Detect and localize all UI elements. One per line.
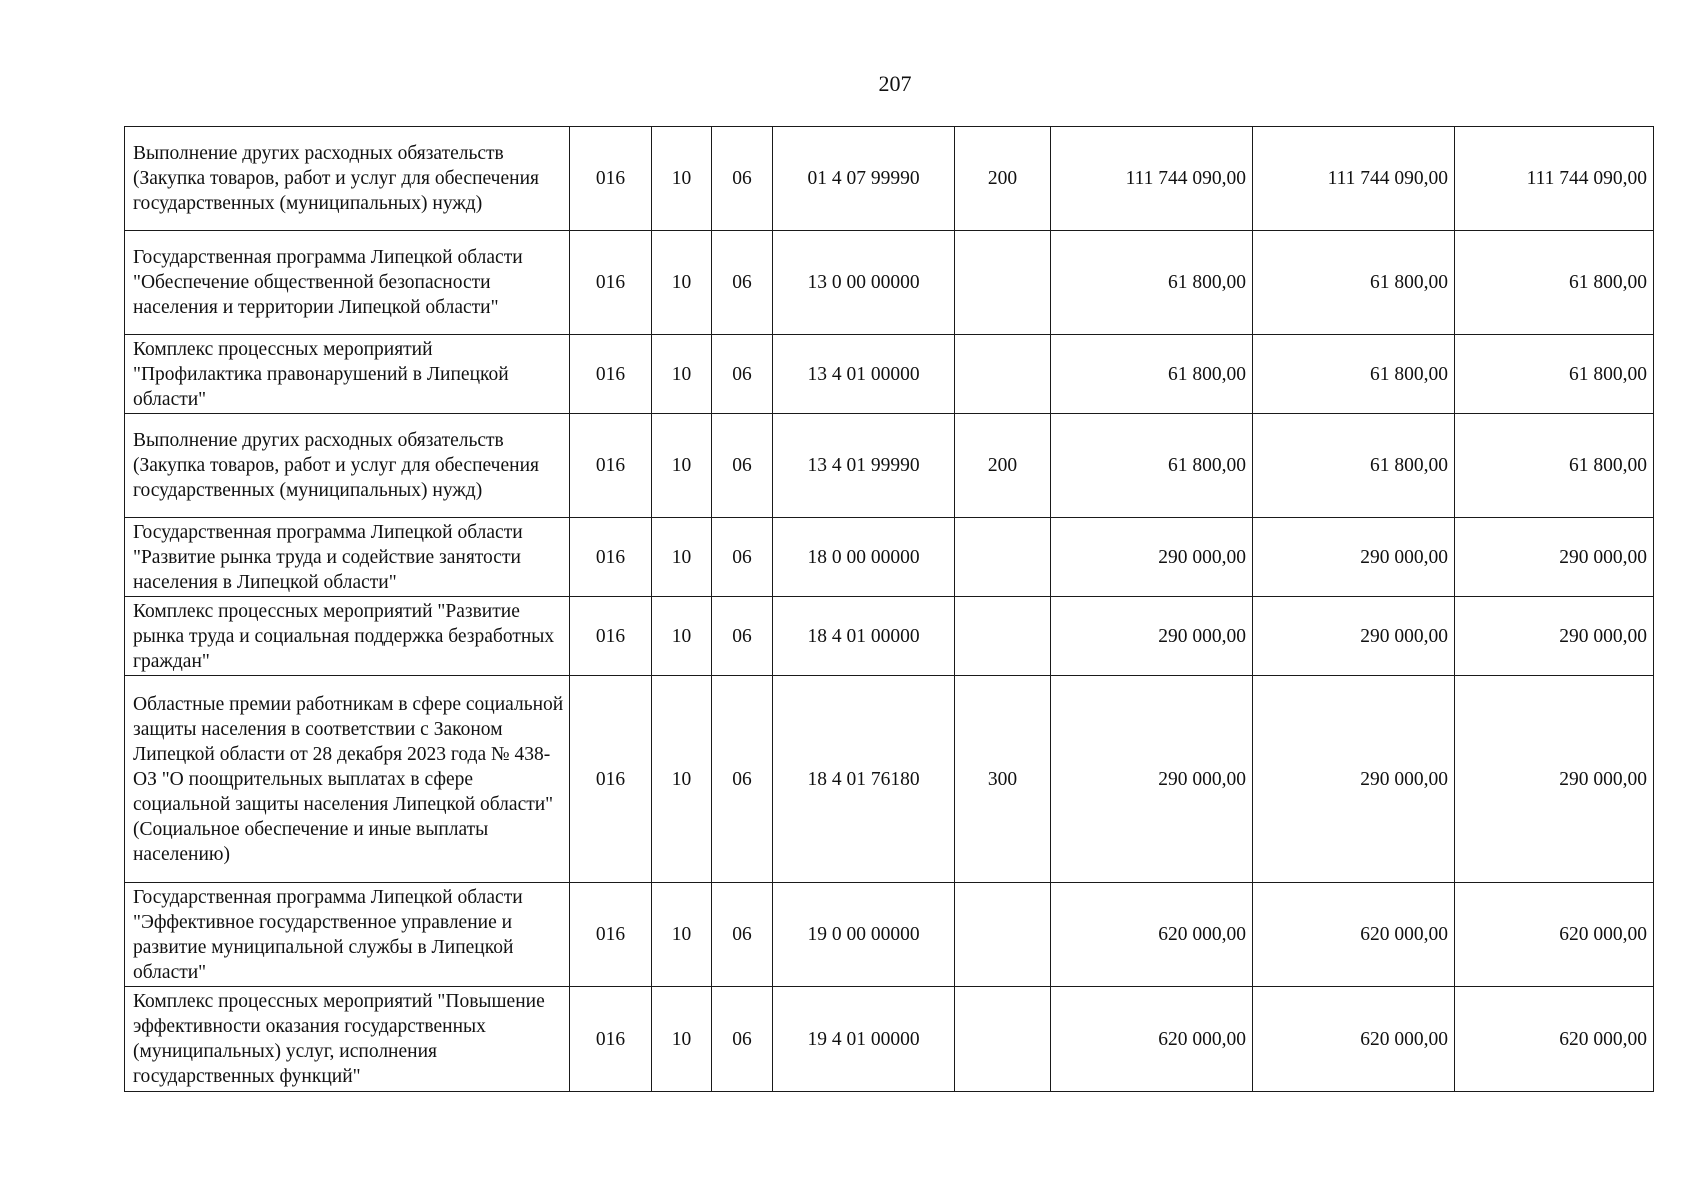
amount-cell-3: 620 000,00 [1455,987,1654,1092]
amount-cell-1: 111 744 090,00 [1051,127,1253,231]
amount-cell-1: 290 000,00 [1051,597,1253,676]
grbs-code-cell: 016 [570,231,652,335]
expense-type-cell: 200 [955,414,1051,518]
section-code-cell: 10 [652,231,712,335]
target-article-cell: 19 4 01 00000 [773,987,955,1092]
expense-type-cell [955,518,1051,597]
table-row [125,127,1654,231]
amount-cell-1: 61 800,00 [1051,414,1253,518]
expense-type-cell: 300 [955,676,1051,883]
expense-name-cell: Выполнение других расходных обязательств (Закупка товаров, работ и услуг для обеспечения государственных (муниципальных) нужд) [125,127,570,231]
section-code-cell: 10 [652,335,712,414]
table-row [125,231,1654,335]
grbs-code-cell: 016 [570,127,652,231]
amount-cell-3: 620 000,00 [1455,883,1654,987]
expense-type-cell [955,335,1051,414]
section-code-cell: 10 [652,127,712,231]
subsection-code-cell: 06 [712,518,773,597]
amount-cell-1: 290 000,00 [1051,676,1253,883]
amount-cell-1: 61 800,00 [1051,335,1253,414]
expense-name-cell: Выполнение других расходных обязательств (Закупка товаров, работ и услуг для обеспечения государственных (муниципальных) нужд) [125,414,570,518]
amount-cell-2: 61 800,00 [1253,335,1455,414]
grbs-code-cell: 016 [570,676,652,883]
amount-cell-1: 290 000,00 [1051,518,1253,597]
expense-type-cell [955,883,1051,987]
target-article-cell: 01 4 07 99990 [773,127,955,231]
expense-name-cell: Комплекс процессных мероприятий "Повышение эффективности оказания государственных (муниципальных) услуг, исполнения государственных функций" [125,987,570,1092]
section-code-cell: 10 [652,414,712,518]
amount-cell-3: 290 000,00 [1455,518,1654,597]
subsection-code-cell: 06 [712,987,773,1092]
grbs-code-cell: 016 [570,987,652,1092]
section-code-cell: 10 [652,597,712,676]
subsection-code-cell: 06 [712,127,773,231]
amount-cell-1: 61 800,00 [1051,231,1253,335]
subsection-code-cell: 06 [712,676,773,883]
target-article-cell: 18 4 01 76180 [773,676,955,883]
amount-cell-3: 290 000,00 [1455,597,1654,676]
subsection-code-cell: 06 [712,414,773,518]
target-article-cell: 13 4 01 00000 [773,335,955,414]
grbs-code-cell: 016 [570,335,652,414]
expense-name-cell: Комплекс процессных мероприятий "Развитие рынка труда и социальная поддержка безработных граждан" [125,597,570,676]
amount-cell-3: 61 800,00 [1455,414,1654,518]
target-article-cell: 18 0 00 00000 [773,518,955,597]
grbs-code-cell: 016 [570,597,652,676]
amount-cell-2: 290 000,00 [1253,676,1455,883]
section-code-cell: 10 [652,987,712,1092]
expense-name-cell: Государственная программа Липецкой области "Эффективное государственное управление и развитие муниципальной службы в Липецкой области" [125,883,570,987]
subsection-code-cell: 06 [712,231,773,335]
grbs-code-cell: 016 [570,518,652,597]
target-article-cell: 19 0 00 00000 [773,883,955,987]
table-row [125,335,1654,414]
amount-cell-1: 620 000,00 [1051,883,1253,987]
amount-cell-2: 290 000,00 [1253,518,1455,597]
amount-cell-3: 61 800,00 [1455,231,1654,335]
page-number: 207 [878,71,912,96]
table-row [125,518,1654,597]
subsection-code-cell: 06 [712,597,773,676]
amount-cell-2: 111 744 090,00 [1253,127,1455,231]
subsection-code-cell: 06 [712,335,773,414]
expense-name-cell: Государственная программа Липецкой области "Развитие рынка труда и содействие занятости населения в Липецкой области" [125,518,570,597]
target-article-cell: 18 4 01 00000 [773,597,955,676]
grbs-code-cell: 016 [570,883,652,987]
amount-cell-3: 111 744 090,00 [1455,127,1654,231]
amount-cell-2: 61 800,00 [1253,414,1455,518]
table-row [125,676,1654,883]
amount-cell-3: 61 800,00 [1455,335,1654,414]
grbs-code-cell: 016 [570,414,652,518]
table-row [125,414,1654,518]
section-code-cell: 10 [652,883,712,987]
table-row [125,883,1654,987]
expense-type-cell [955,987,1051,1092]
expense-type-cell: 200 [955,127,1051,231]
section-code-cell: 10 [652,676,712,883]
target-article-cell: 13 4 01 99990 [773,414,955,518]
amount-cell-1: 620 000,00 [1051,987,1253,1092]
section-code-cell: 10 [652,518,712,597]
expense-name-cell: Комплекс процессных мероприятий "Профилактика правонарушений в Липецкой области" [125,335,570,414]
expense-type-cell [955,231,1051,335]
amount-cell-3: 290 000,00 [1455,676,1654,883]
expense-name-cell: Государственная программа Липецкой области "Обеспечение общественной безопасности населения и территории Липецкой области" [125,231,570,335]
table-row [125,597,1654,676]
amount-cell-2: 620 000,00 [1253,883,1455,987]
expense-type-cell [955,597,1051,676]
table-row [125,987,1654,1092]
amount-cell-2: 290 000,00 [1253,597,1455,676]
expense-name-cell: Областные премии работникам в сфере социальной защиты населения в соответствии с Законом Липецкой области от 28 декабря 2023 года № 438-ОЗ "О поощрительных выплатах в сфере социальной защиты населения Липецкой области" (Социальное обеспечение и иные выплаты населению) [125,676,570,883]
amount-cell-2: 61 800,00 [1253,231,1455,335]
subsection-code-cell: 06 [712,883,773,987]
amount-cell-2: 620 000,00 [1253,987,1455,1092]
target-article-cell: 13 0 00 00000 [773,231,955,335]
budget-table [124,126,1654,1092]
